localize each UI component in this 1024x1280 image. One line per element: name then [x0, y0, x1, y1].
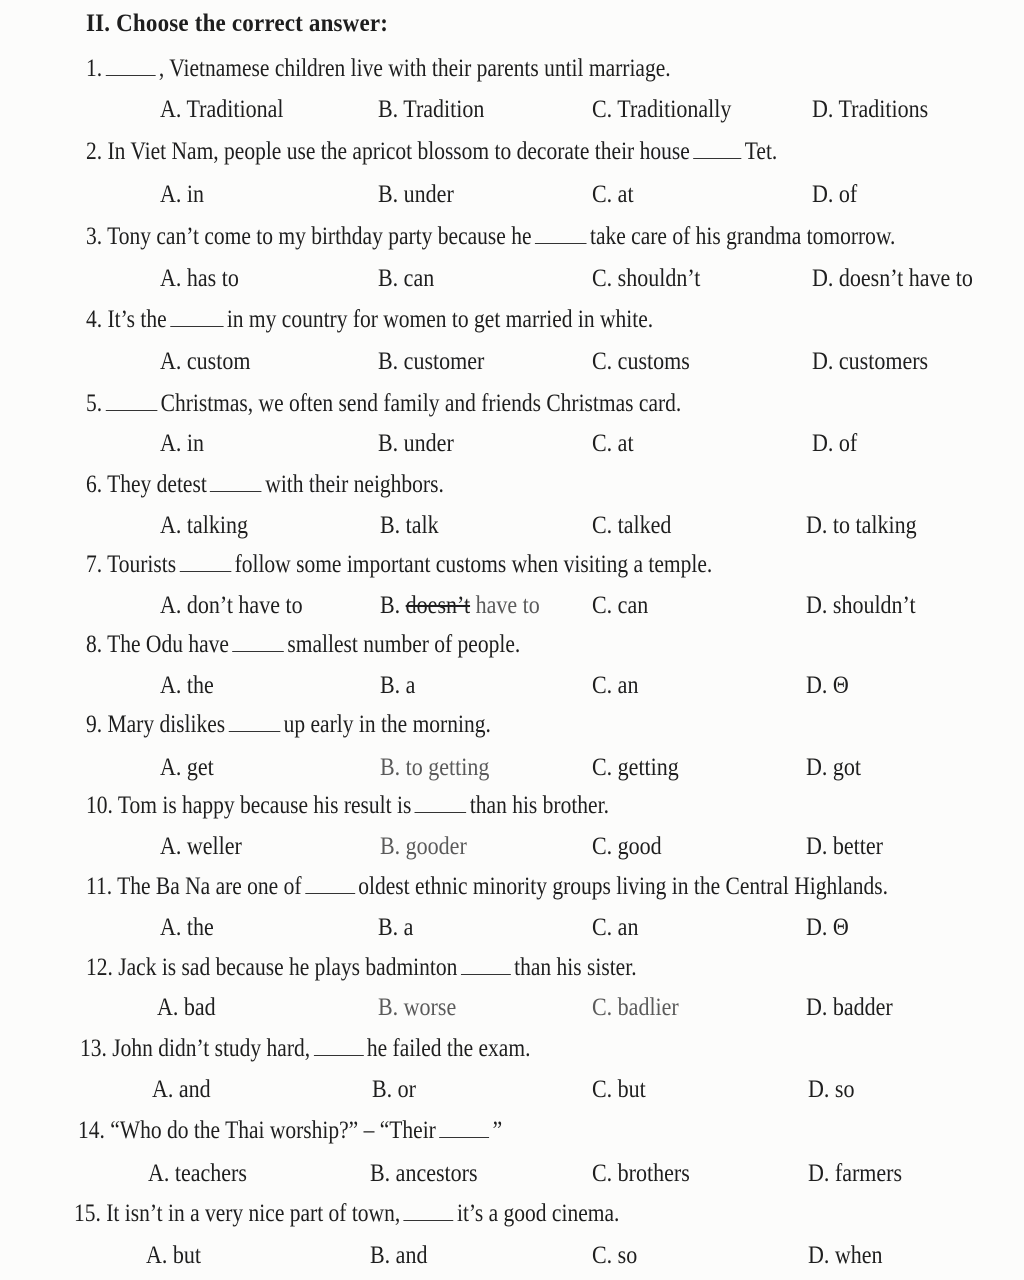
answer-blank [439, 1119, 489, 1138]
answer-blank [305, 875, 355, 894]
answer-blank [106, 392, 158, 411]
option-a: A. has to [160, 265, 239, 292]
option-d: D. so [808, 1076, 855, 1103]
question-text-after: , Vietnamese children live with their parents until marriage. [158, 55, 671, 82]
option-b: B. can [378, 265, 435, 292]
question-2 [86, 138, 777, 166]
answer-blank [535, 225, 587, 244]
option-d: D. of [812, 430, 858, 457]
question-6 [86, 471, 444, 499]
option-a: A. bad [157, 994, 216, 1021]
question-text-after: take care of his grandma tomorrow. [589, 223, 896, 250]
answer-blank [693, 140, 741, 159]
question-text-before: 12. Jack is sad because he plays badminton [86, 954, 458, 981]
option-a: A. weller [160, 833, 242, 860]
option-b: B. under [378, 181, 454, 208]
question-text-before: 15. It isn’t in a very nice part of town, [74, 1200, 401, 1227]
question-text-after: with their neighbors. [265, 471, 444, 498]
question-text-after: up early in the morning. [283, 711, 491, 738]
question-11 [86, 873, 888, 901]
option-b: B. a [380, 672, 416, 699]
option-b: B. to getting [380, 754, 490, 781]
question-text-after: than his sister. [514, 954, 637, 981]
option-a: A. but [146, 1242, 201, 1269]
question-12 [86, 954, 637, 982]
answer-blank [461, 956, 511, 975]
option-d: D. better [806, 833, 883, 860]
option-c: C. at [592, 181, 634, 208]
option-b: B. gooder [380, 833, 467, 860]
option-d: D. Θ [806, 672, 849, 699]
option-c: C. brothers [592, 1160, 690, 1187]
option-c: C. Traditionally [592, 96, 732, 123]
question-text-after: it’s a good cinema. [456, 1200, 620, 1227]
option-d: D. farmers [808, 1160, 903, 1187]
question-text-before: 7. Tourists [86, 551, 177, 578]
question-text-after: follow some important customs when visiting a temple. [234, 551, 713, 578]
question-text-before: 11. The Ba Na are one of [86, 873, 302, 900]
question-text-before: 13. John didn’t study hard, [80, 1035, 311, 1062]
question-1 [86, 55, 671, 83]
question-text-after: oldest ethnic minority groups living in the Central Highlands. [358, 873, 888, 900]
question-13 [80, 1035, 530, 1063]
option-c: C. an [592, 914, 639, 941]
question-4 [86, 306, 653, 334]
option-a: A. get [160, 754, 214, 781]
option-a: A. in [160, 430, 204, 457]
question-8 [86, 631, 520, 659]
option-c: C. shouldn’t [592, 265, 701, 292]
question-text-after: he failed the exam. [366, 1035, 531, 1062]
option-a: A. talking [160, 512, 248, 539]
option-c: C. customs [592, 348, 690, 375]
option-c: C. at [592, 430, 634, 457]
answer-blank [404, 1202, 454, 1221]
question-text-before: 3. Tony can’t come to my birthday party because he [86, 223, 532, 250]
option-d: D. got [806, 754, 861, 781]
question-text-before: 10. Tom is happy because his result is [86, 792, 412, 819]
question-3 [86, 223, 895, 251]
question-text-before: 2. In Viet Nam, people use the apricot blossom to decorate their house [86, 138, 690, 165]
option-a: A. Traditional [160, 96, 284, 123]
option-a: A. teachers [148, 1160, 247, 1187]
question-text-after: ” [492, 1117, 503, 1144]
question-9 [86, 711, 491, 739]
answer-blank [232, 633, 284, 652]
option-c: C. so [592, 1242, 638, 1269]
option-a: A. the [160, 914, 214, 941]
option-d: D. customers [812, 348, 929, 375]
question-text-before: 4. It’s the [86, 306, 167, 333]
question-text-before: 5. [86, 390, 103, 417]
question-text-before: 6. They detest [86, 471, 207, 498]
answer-blank [415, 794, 467, 813]
option-b: B. doesn’t have to [380, 592, 540, 619]
option-a: A. and [152, 1076, 211, 1103]
answer-blank [106, 57, 156, 76]
option-c: C. good [592, 833, 662, 860]
question-text-after: Tet. [744, 138, 778, 165]
question-text-after: than his brother. [469, 792, 609, 819]
answer-blank [170, 308, 223, 327]
option-a: A. don’t have to [160, 592, 303, 619]
option-c: C. can [592, 592, 649, 619]
option-b: B. customer [378, 348, 485, 375]
question-5 [86, 390, 681, 418]
option-a: A. custom [160, 348, 251, 375]
option-d: D. badder [806, 994, 893, 1021]
option-d: D. doesn’t have to [812, 265, 973, 292]
question-text-before: 8. The Odu have [86, 631, 229, 658]
option-b: B. Tradition [378, 96, 485, 123]
question-text-before: 1. [86, 55, 103, 82]
question-text-before: 14. “Who do the Thai worship?” – “Their [78, 1117, 436, 1144]
question-text-after: smallest number of people. [287, 631, 521, 658]
struck-word: doesn’t [405, 592, 471, 619]
question-7 [86, 551, 712, 579]
option-c: C. getting [592, 754, 679, 781]
option-b: B. worse [378, 994, 457, 1021]
option-d: D. when [808, 1242, 883, 1269]
option-b: B. a [378, 914, 414, 941]
question-10 [86, 792, 609, 820]
answer-blank [210, 473, 262, 492]
option-c: C. an [592, 672, 639, 699]
option-d: D. shouldn’t [806, 592, 916, 619]
question-text-before: 9. Mary dislikes [86, 711, 226, 738]
option-b: B. ancestors [370, 1160, 478, 1187]
option-d: D. of [812, 181, 858, 208]
section-heading: II. Choose the correct answer: [86, 10, 389, 37]
question-14 [78, 1117, 502, 1145]
answer-blank [180, 553, 232, 572]
option-d: D. to talking [806, 512, 917, 539]
question-15 [74, 1200, 619, 1228]
option-d: D. Traditions [812, 96, 929, 123]
option-a: A. the [160, 672, 214, 699]
option-b: B. and [370, 1242, 428, 1269]
option-c: C. badlier [592, 994, 679, 1021]
option-d: D. Θ [806, 914, 849, 941]
option-b: B. talk [380, 512, 439, 539]
option-c: C. talked [592, 512, 672, 539]
answer-blank [229, 713, 281, 732]
option-c: C. but [592, 1076, 646, 1103]
question-text-after: Christmas, we often send family and friends Christmas card. [160, 390, 682, 417]
question-text-after: in my country for women to get married in white. [226, 306, 654, 333]
option-b: B. under [378, 430, 454, 457]
option-b: B. or [372, 1076, 416, 1103]
answer-blank [314, 1037, 364, 1056]
option-a: A. in [160, 181, 204, 208]
